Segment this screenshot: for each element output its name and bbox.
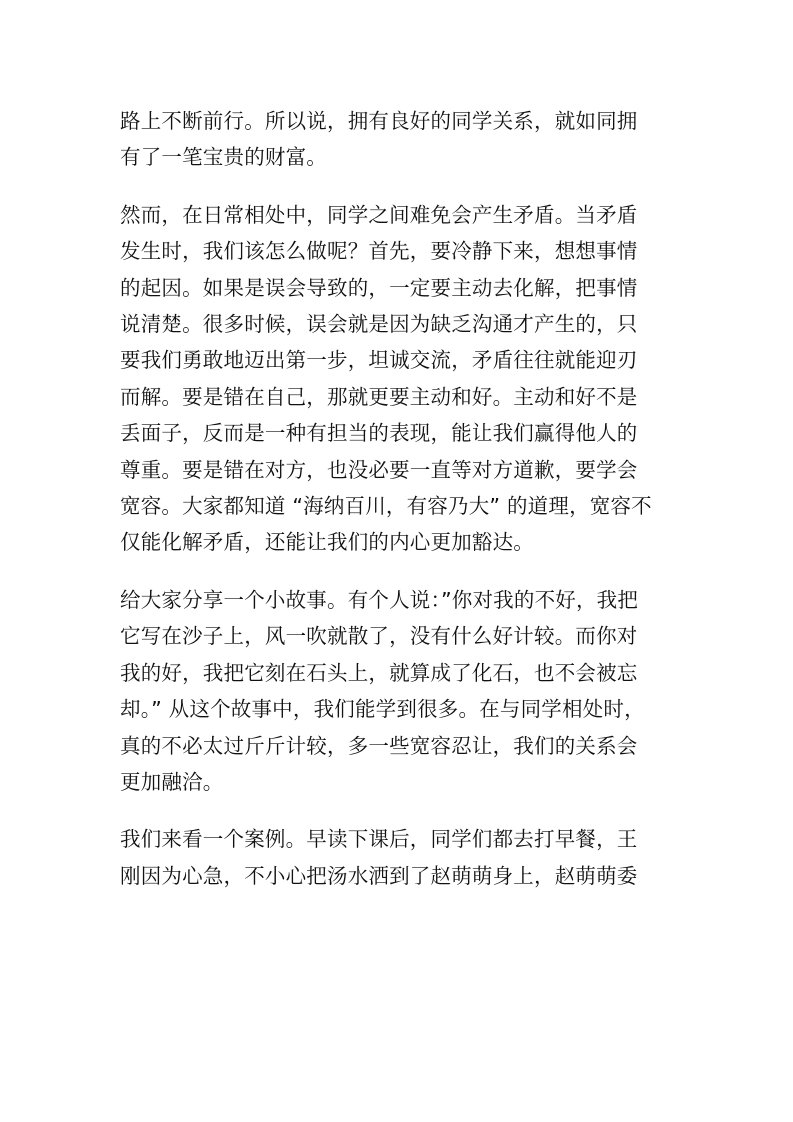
text-line: 它写在沙子上，风一吹就散了，没有什么好计较。而你对 — [120, 624, 638, 649]
paragraph-1 — [120, 103, 668, 176]
document-page — [120, 103, 668, 915]
text-line: 说清楚。很多时候，误会就是因为缺乏沟通才产生的，只 — [120, 312, 638, 337]
text-line: 丢面子，反而是一种有担当的表现，能让我们赢得他人的 — [120, 421, 638, 446]
text-line: 路上不断前行。所以说，拥有良好的同学关系，就如同拥 — [120, 109, 638, 133]
text-line: 给大家分享一个小故事。有个人说：”你对我的不好，我把 — [120, 587, 639, 612]
paragraph-4 — [120, 821, 668, 894]
text-line: 有了一笔宝贵的财富。 — [120, 145, 327, 170]
text-line: 真的不必太过斤斤计较，多一些宽容忍让，我们的关系会 — [120, 733, 638, 758]
text-line: 然而，在日常相处中，同学之间难免会产生矛盾。当矛盾 — [120, 202, 638, 227]
text-line: 我们来看一个案例。早读下课后，同学们都去打早餐，王 — [120, 827, 638, 852]
text-line: 发生时，我们该怎么做呢？首先，要冷静下来，想想事情 — [120, 239, 638, 264]
text-line: 宽容。大家都知道 “海纳百川，有容乃大” 的道理，宽容不 — [120, 494, 652, 519]
text-line: 而解。要是错在自己，那就更要主动和好。主动和好不是 — [120, 384, 638, 409]
text-line: 我的好，我把它刻在石头上，就算成了化石，也不会被忘 — [120, 660, 638, 685]
text-line: 仅能化解矛盾，还能让我们的内心更加豁达。 — [120, 530, 534, 555]
paragraph-3 — [120, 582, 668, 800]
text-line: 的起因。如果是误会导致的，一定要主动去化解，把事情 — [120, 275, 638, 300]
text-line: 要我们勇敢地迈出第一步，坦诚交流，矛盾往往就能迎刃 — [120, 348, 638, 373]
text-line: 更加融洽。 — [120, 769, 224, 794]
text-line: 尊重。要是错在对方，也没必要一直等对方道歉，要学会 — [120, 457, 638, 482]
paragraph-2 — [120, 197, 668, 561]
text-line: 刚因为心急，不小心把汤水洒到了赵萌萌身上，赵萌萌委 — [120, 863, 638, 888]
text-line: 却。” 从这个故事中，我们能学到很多。在与同学相处时， — [120, 697, 645, 722]
